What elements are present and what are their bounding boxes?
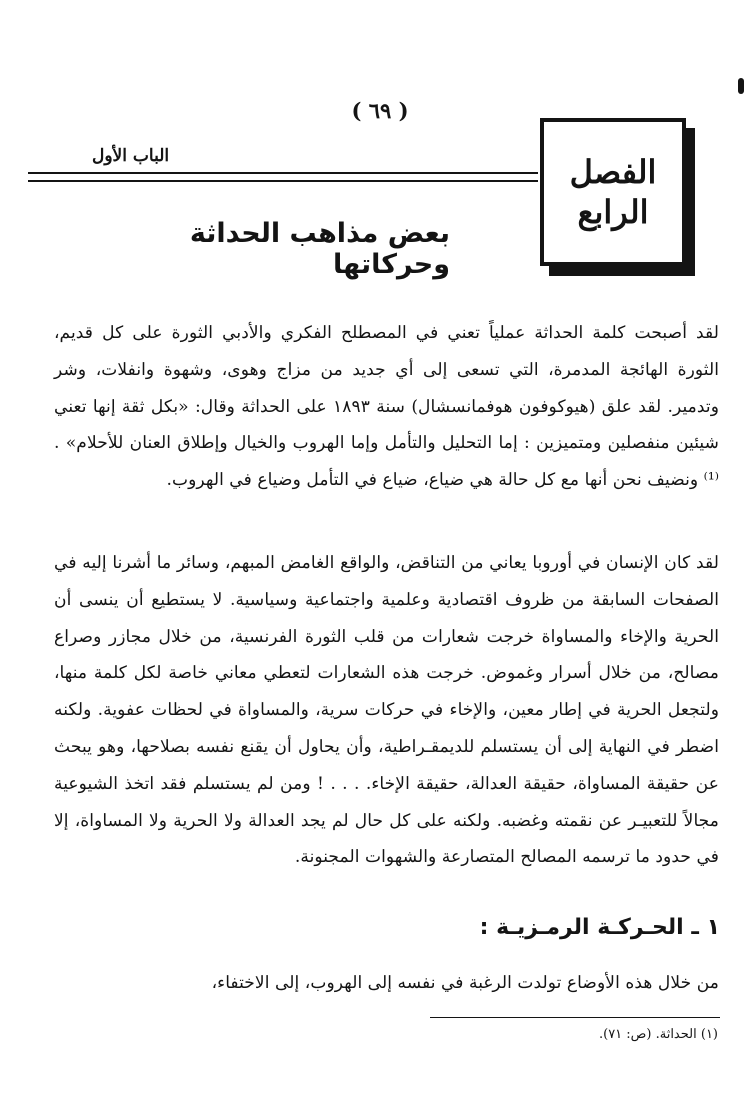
page-edge-mark <box>738 78 744 94</box>
chapter-label-line1: الفصل <box>569 153 657 191</box>
paragraph-3: من خلال هذه الأوضاع تولدت الرغبة في نفسه إلى الهروب، إلى الاختفاء، <box>211 973 719 993</box>
header-rule-bottom <box>28 180 538 182</box>
footnote: (١) الحداثة. (ص: ٧١). <box>598 1027 718 1042</box>
chapter-title: بعض مذاهب الحداثة وحركاتها <box>189 218 450 280</box>
header-rule-top <box>28 172 538 174</box>
page-number: ( ٦٩ ) <box>351 98 409 123</box>
section-label: الباب الأول <box>92 146 170 166</box>
chapter-box <box>540 118 686 266</box>
paragraph-1: لقد أصبحت كلمة الحداثة عملياً تعني في المصطلح الفكري والأدبي الثورة على كل قديم، الثورة الهائجة المدمرة، التي تسعى إلى أي جديد من مزاج وهوى، وشهوة وانفلات، وشر وتدمير. لقد علق (هيوكوفون هوفمانسشال) سنة ١٨٩٣ على الحداثة وقال: «بكل ثقة إنها تعني شيئين منفصلين ومتميزين : إما التحليل والتأمل وإما الهروب والخيال وإطلاق العنان للأحلام» .⁽¹⁾ ونضيف نحن أنها مع كل حالة هي ضياع، ضياع في التأمل وضياع في الهروب. <box>54 323 719 491</box>
footnote-rule <box>430 1017 720 1018</box>
subheading-symbolism: ١ ـ الحـركـة الرمـزيـة : <box>479 915 720 940</box>
paragraph-2: لقد كان الإنسان في أوروبا يعاني من التناقض، والواقع الغامض المبهم، وسائر ما أشرنا إليه في الصفحات السابقة من ظروف اقتصادية وعلمية واجتماعية وسياسية. لا يستطيع أن ينسى أن الحرية والإخاء والمساواة خرجت شعارات من قلب الثورة الفرنسية، من خلال مجازر وصراع مصالح، من خلال أسرار وغموض. خرجت هذه الشعارات لتعطي معاني خاصة لكل كلمة منها، ولتجعل الحرية في إطار معين، والإخاء في حركات سرية، والمساواة في لحظات عفوية. ولكنه اضطر في النهاية إلى أن يستسلم للديمقـراطية، وأن يحاول أن يقنع نفسه بصلاحها، وهو يبحث عن حقيقة المساواة، حقيقة العدالة، حقيقة الإخاء. . . . ! ومن لم يستسلم فقد اتخذ الشيوعية مجالاً للتعبيـر عن نقمته وغضبه. ولكنه على كل حال لم يجد العدالة ولا الحرية ولا المساواة، إلا في حدود ما ترسمه المصالح المتصارعة والشهوات المجنونة. <box>54 553 719 868</box>
chapter-label-line2: الرابع <box>577 193 649 231</box>
